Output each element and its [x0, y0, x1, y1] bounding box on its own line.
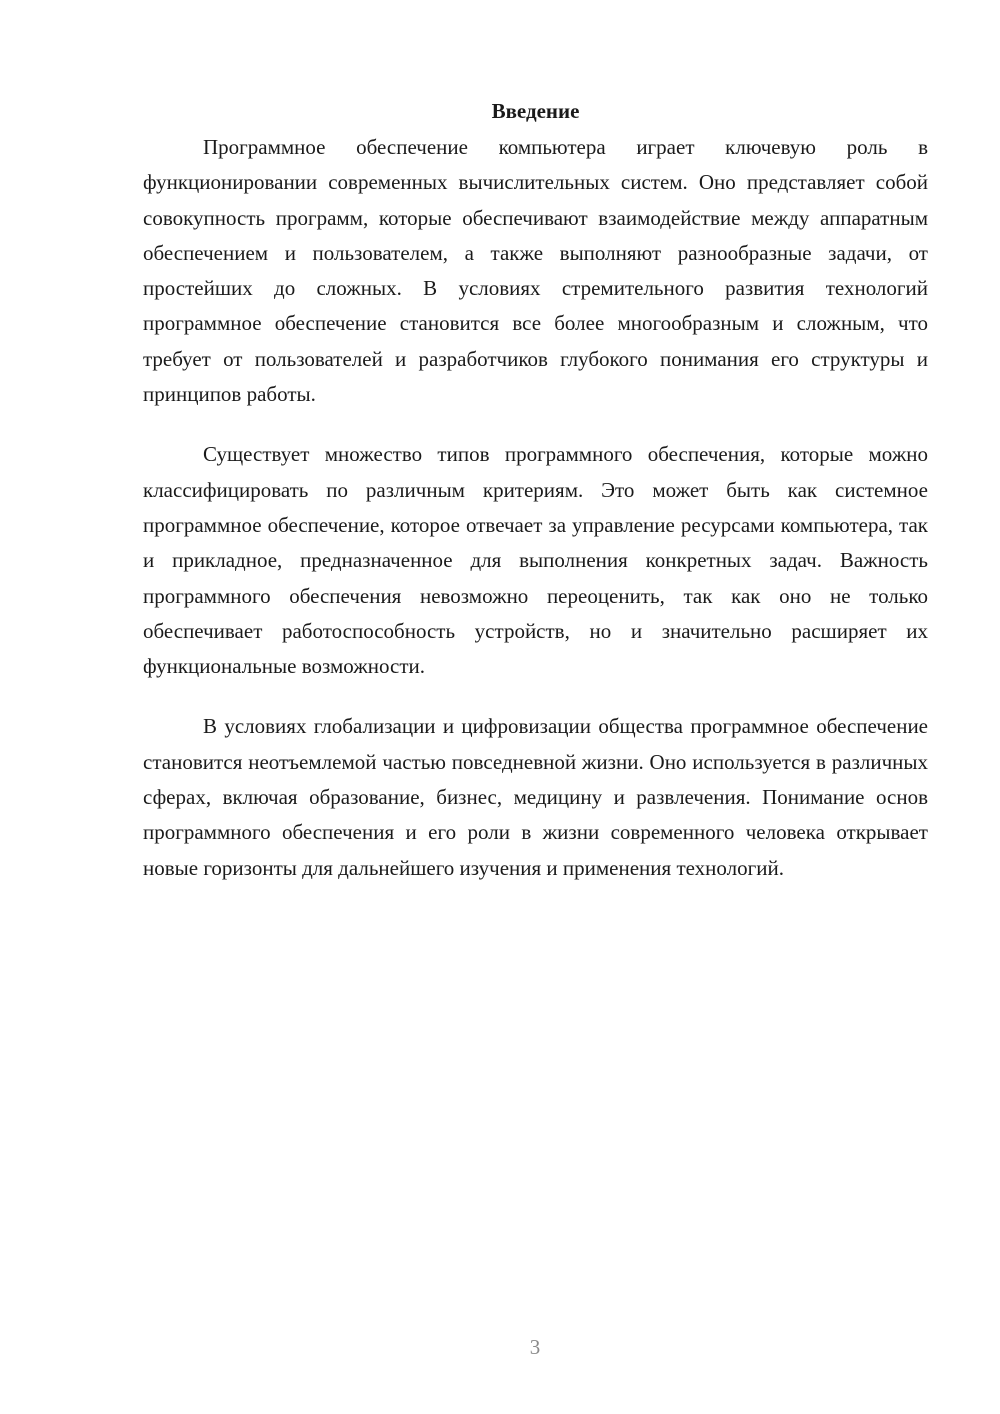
page-number: 3	[529, 1335, 541, 1359]
paragraph-3: В условиях глобализации и цифровизации общества программное обеспечение становится неотъемлемой частью повседневной жизни. Оно используется в различных сферах, включая образование, бизнес, медицину и развлечения. Понимание основ программного обеспечения и его роли в жизни современного человека открывает новые горизонты для дальнейшего изучения и применения технологий.	[143, 714, 928, 880]
paragraph-1: Программное обеспечение компьютера играет ключевую роль в функционировании современных вычислительных систем. Оно представляет собой совокупность программ, которые обеспечивают взаимодействие между аппаратным обеспечением и пользователем, а также выполняют разнообразные задачи, от простейших до сложных. В условиях стремительного развития технологий программное обеспечение становится все более многообразным и сложным, что требует от пользователей и разработчиков глубокого понимания его структуры и принципов работы.	[143, 135, 928, 407]
paragraph-2: Существует множество типов программного обеспечения, которые можно классифицировать по различным критериям. Это может быть как системное программное обеспечение, которое отвечает за управление ресурсами компьютера, так и прикладное, предназначенное для выполнения конкретных задач. Важность программного обеспечения невозможно переоценить, так как оно не только обеспечивает работоспособность устройств, но и значительно расширяет их функциональные возможности.	[143, 442, 928, 679]
page-content	[143, 94, 928, 911]
section-title: Введение	[491, 99, 580, 123]
